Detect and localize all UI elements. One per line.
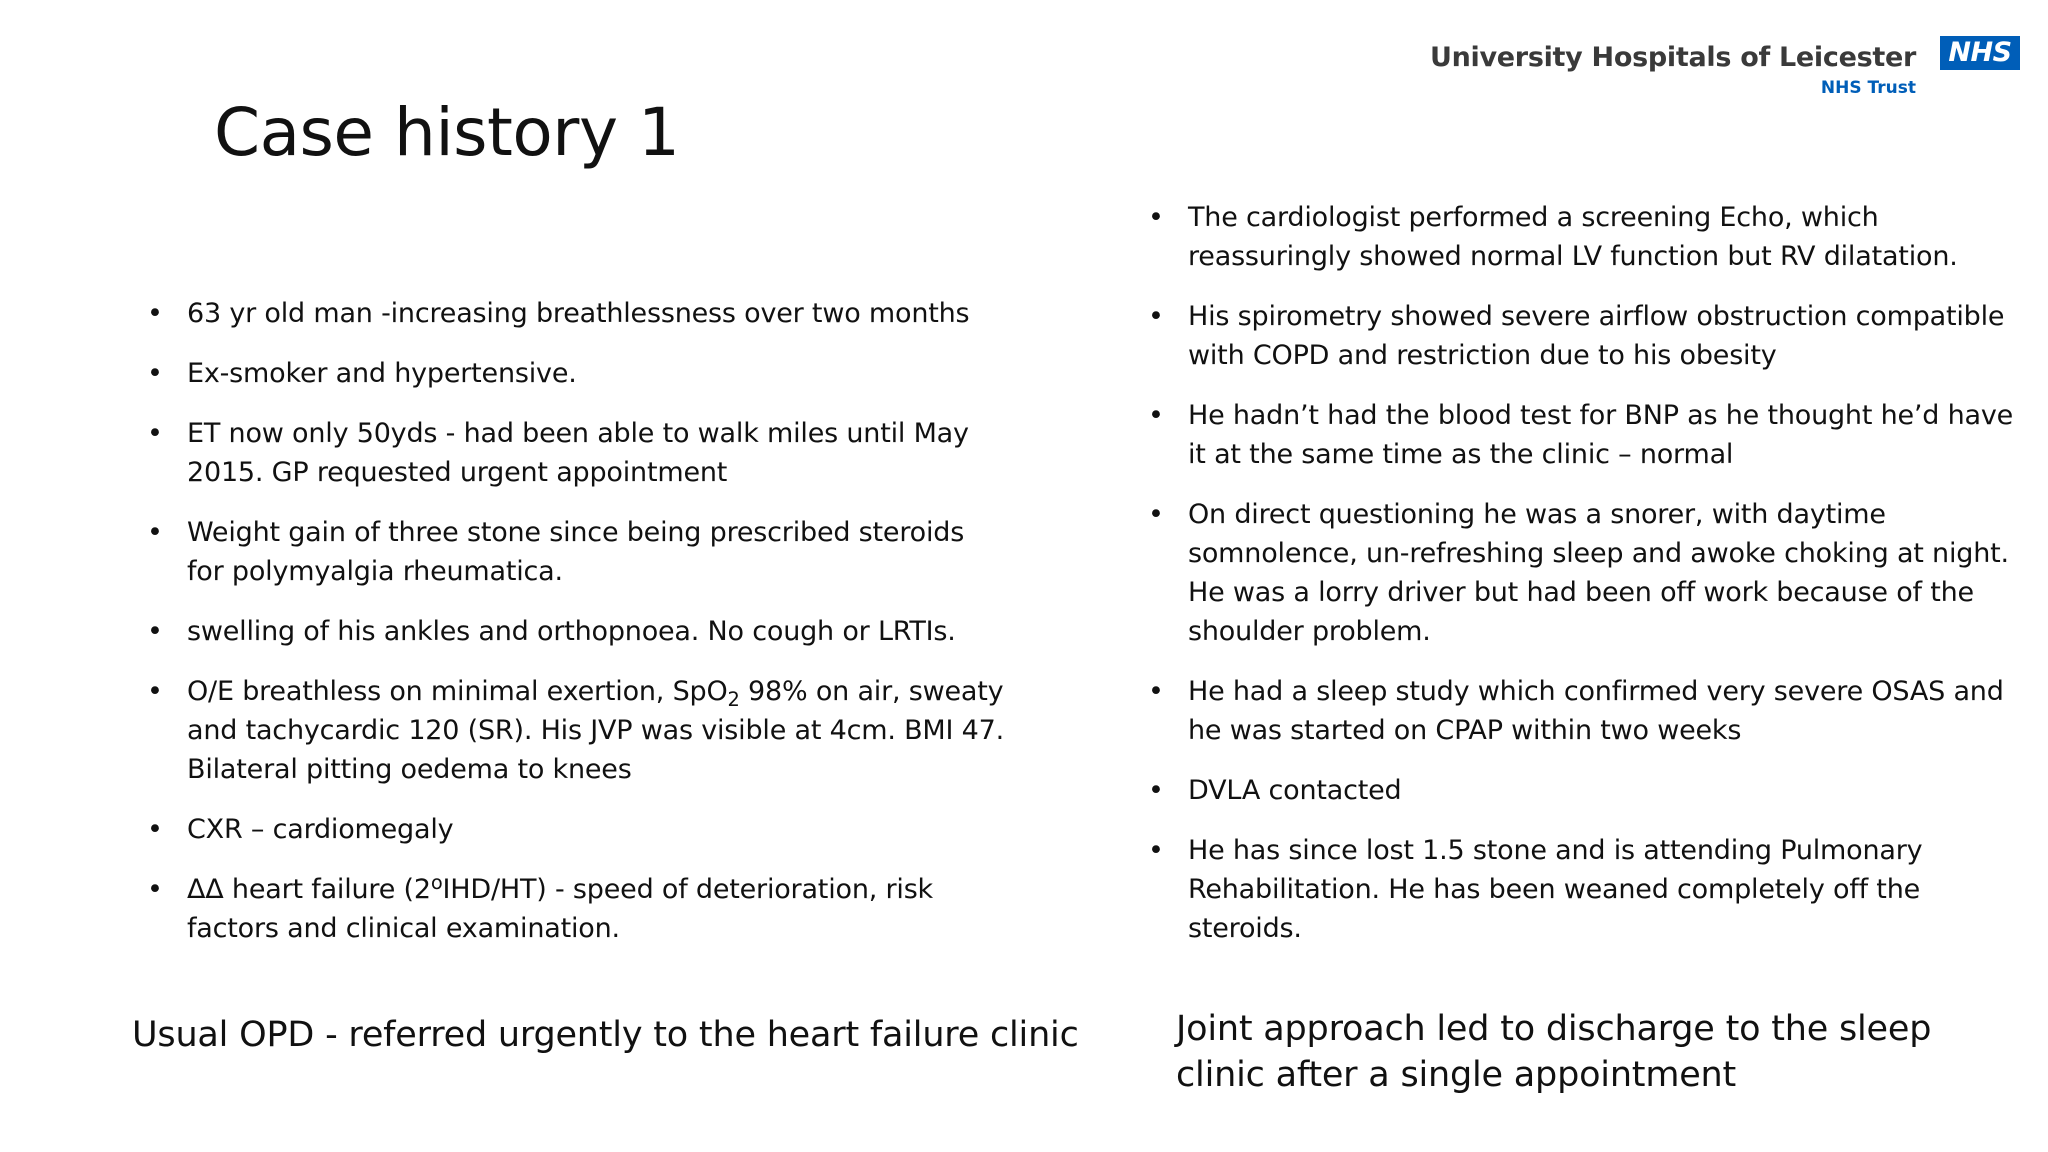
bullet-icon: • xyxy=(1148,775,1164,806)
list-item-text: Weight gain of three stone since being prescribed steroids for polymyalgia rheumatica. xyxy=(187,517,965,587)
list-item xyxy=(1148,831,2018,948)
bullet-icon: • xyxy=(147,298,163,329)
right-conclusion: Joint approach led to discharge to the sleep clinic after a single appointment xyxy=(1176,1009,1932,1095)
list-item xyxy=(147,354,1007,393)
left-bullet-list xyxy=(147,294,1007,969)
bullet-icon: • xyxy=(147,358,163,389)
list-item-text: On direct questioning he was a snorer, with daytime somnolence, un-refreshing sleep and awoke choking at night. He was a lorry driver but had been off work because of the shoulder problem. xyxy=(1188,499,2009,647)
list-item xyxy=(1148,672,2018,750)
list-item xyxy=(147,672,1007,789)
nhs-trust-logo xyxy=(1429,36,2020,106)
list-item-text: His spirometry showed severe airflow obstruction compatible with COPD and restriction due to his obesity xyxy=(1188,301,2005,371)
bullet-icon: • xyxy=(1148,301,1164,332)
bullet-icon: • xyxy=(1148,835,1164,866)
list-item xyxy=(147,810,1007,849)
bullet-icon: • xyxy=(147,874,163,905)
list-item-text: CXR – cardiomegaly xyxy=(187,814,454,845)
spo2-subscript: 2 xyxy=(727,687,740,711)
list-item-text: He has since lost 1.5 stone and is attending Pulmonary Rehabilitation. He has been weaned completely off the steroids. xyxy=(1188,835,1923,944)
list-item xyxy=(147,870,1007,948)
list-item-text xyxy=(187,871,933,944)
list-item xyxy=(1148,297,2018,375)
list-item-text xyxy=(187,676,1004,785)
logo-org-name: University Hospitals of Leicester xyxy=(1429,42,1916,73)
list-item-text: Ex-smoker and hypertensive. xyxy=(187,358,577,389)
list-item xyxy=(147,294,1007,333)
list-item-text: The cardiologist performed a screening Echo, which reassuringly showed normal LV function but RV dilatation. xyxy=(1188,202,1958,272)
bullet-icon: • xyxy=(1148,499,1164,530)
bullet-icon: • xyxy=(1148,202,1164,233)
oe-text-start: O/E breathless on minimal exertion, SpO xyxy=(187,676,728,707)
bullet-icon: • xyxy=(147,676,163,707)
bullet-icon: • xyxy=(1148,676,1164,707)
list-item-text: DVLA contacted xyxy=(1188,775,1402,806)
list-item xyxy=(1148,771,2018,810)
list-item xyxy=(147,612,1007,651)
list-item xyxy=(147,513,1007,591)
list-item-text: He hadn’t had the blood test for BNP as he thought he’d have it at the same time as the clinic – normal xyxy=(1188,400,2014,470)
ddx-text-start: ΔΔ heart failure (2 xyxy=(187,874,431,905)
right-bullet-list xyxy=(1148,198,2018,969)
slide-title: Case history 1 xyxy=(214,94,680,171)
oe-text-end: 98% on air, sweaty and tachycardic 120 (SR). His JVP was visible at 4cm. BMI 47. Bilateral pitting oedema to knees xyxy=(187,676,1004,785)
list-item-text: swelling of his ankles and orthopnoea. No cough or LRTIs. xyxy=(187,616,956,647)
degree-superscript: o xyxy=(430,871,443,895)
list-item xyxy=(147,414,1007,492)
list-item-text: ET now only 50yds - had been able to walk miles until May 2015. GP requested urgent appointment xyxy=(187,418,969,488)
list-item xyxy=(1148,198,2018,276)
bullet-icon: • xyxy=(1148,400,1164,431)
list-item-text: He had a sleep study which confirmed very severe OSAS and he was started on CPAP within two weeks xyxy=(1188,676,2004,746)
bullet-icon: • xyxy=(147,616,163,647)
bullet-icon: • xyxy=(147,814,163,845)
list-item xyxy=(1148,396,2018,474)
bullet-icon: • xyxy=(147,517,163,548)
nhs-logo-mark: NHS xyxy=(1940,36,2020,70)
bullet-icon: • xyxy=(147,418,163,449)
logo-trust-label: NHS Trust xyxy=(1820,78,1916,98)
list-item xyxy=(1148,495,2018,651)
list-item-text: 63 yr old man -increasing breathlessness over two months xyxy=(187,298,970,329)
left-conclusion: Usual OPD - referred urgently to the heart failure clinic xyxy=(132,1015,1079,1055)
ddx-text-end: IHD/HT) - speed of deterioration, risk factors and clinical examination. xyxy=(187,874,933,944)
